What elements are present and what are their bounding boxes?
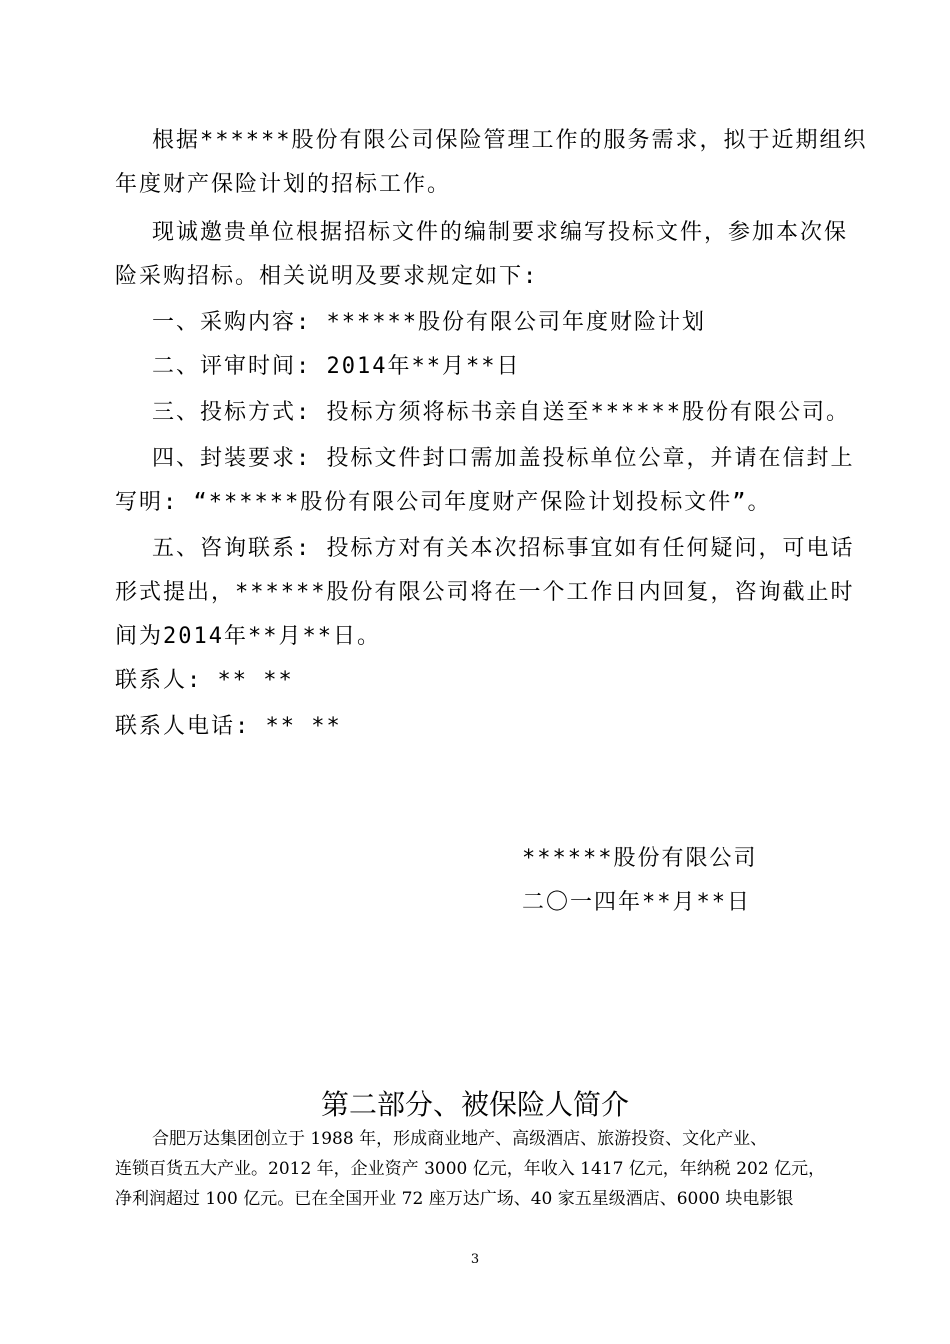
- intro-line-2: 连锁百货五大产业。2012 年，企业资产 3000 亿元，年收入 1417 亿元，年纳税 202 亿元，: [115, 1159, 826, 1179]
- contact-person: 联系人: ** **: [115, 668, 294, 693]
- item-5-consultation-line-3: 间为2014年**月**日。: [115, 624, 381, 649]
- section-title: 第二部分、被保险人简介: [320, 1088, 629, 1121]
- item-3-bidding-method: 三、投标方式: 投标方须将标书亲自送至******股份有限公司。: [152, 400, 850, 425]
- item-5-consultation-line-1: 五、咨询联系: 投标方对有关本次招标事宜如有任何疑问，可电话: [152, 536, 855, 561]
- paragraph-1-line-2: 年度财产保险计划的招标工作。: [115, 172, 452, 197]
- item-4-packaging-line-1: 四、封装要求: 投标文件封口需加盖投标单位公章，并请在信封上: [152, 446, 855, 471]
- contact-phone: 联系人电话: ** **: [115, 714, 342, 739]
- item-1-procurement-content: 一、采购内容: ******股份有限公司年度财险计划: [152, 310, 706, 335]
- item-5-consultation-line-2: 形式提出，******股份有限公司将在一个工作日内回复，咨询截止时: [115, 580, 855, 605]
- paragraph-1-line-1: 根据******股份有限公司保险管理工作的服务需求，拟于近期组织: [152, 128, 868, 153]
- paragraph-2-line-2: 险采购招标。相关说明及要求规定如下:: [115, 264, 539, 289]
- paragraph-2-line-1: 现诚邀贵单位根据招标文件的编制要求编写投标文件，参加本次保: [152, 220, 849, 245]
- item-2-review-time: 二、评审时间: 2014年**月**日: [152, 354, 521, 379]
- signature-company: ******股份有限公司: [522, 846, 758, 871]
- signature-date: 二〇一四年**月**日: [522, 890, 751, 915]
- item-4-packaging-line-2: 写明: “******股份有限公司年度财产保险计划投标文件”。: [115, 490, 772, 515]
- page-number: 3: [470, 1252, 480, 1267]
- intro-line-1: 合肥万达集团创立于 1988 年，形成商业地产、高级酒店、旅游投资、文化产业、: [152, 1129, 768, 1149]
- intro-line-3: 净利润超过 100 亿元。已在全国开业 72 座万达广场、40 家五星级酒店、6000 块电影银: [115, 1189, 794, 1209]
